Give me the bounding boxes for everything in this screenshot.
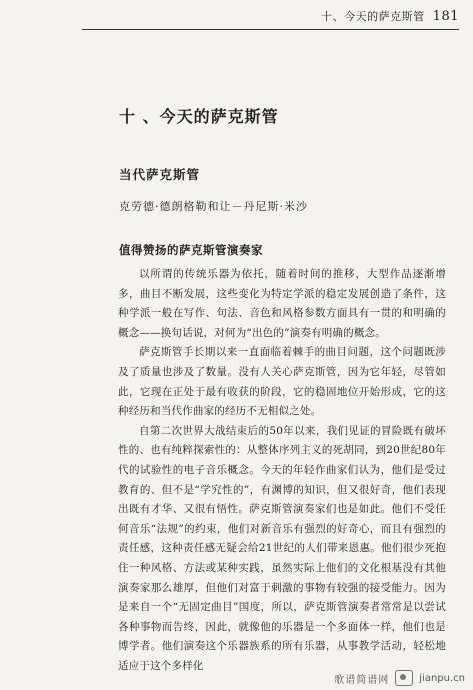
- paragraph: 萨克斯管手长期以来一直面临着棘手的曲目问题，这个问题既涉及了质量也涉及了数量。没有人关心萨克斯管，因为它年轻，尽管如此，它现在正处于最有收获的阶段，它的稳固地位开始形成，它的这种经历和当代作曲家的经历不无相似之处。: [118, 346, 446, 418]
- paragraph: 自第二次世界大战结束后的50年以来，我们见证的冒险既有破坏性的、也有纯粹探索性的：从整体序列主义的死胡同，到20世纪80年代的试验性的电子音乐概念。今天的年轻作曲家们认为，他们是受过教育的、但不是“学究性的”，有渊博的知识，但又很好奇，他们表现出既有才华、又很有悟性。萨克斯管演奏家们也是如此。他们不受任何音乐“法规”的约束，他们对新音乐有强烈的好奇心，而且有强烈的责任感，这种责任感无疑会给21世纪的人们带来恩惠。他们很少死抱住一种风格、方法或某种实践，虽然实际上他们的文化根基没有其他演奏家那么雄厚，但他们对富于刺激的事物有较强的接受能力。因为是来自一个“无固定曲目”国度，所以，萨克斯管演奏者常常是以尝试各种事物而告终，因此，就像他的乐器是一个多面体一样，他们也是博学者。他们演奏这个乐器族系的所有乐器，从事教学活动，轻松地适应于这个多样化: [118, 424, 446, 672]
- watermark-site-name: 歌谱简谱网: [334, 674, 390, 686]
- watermark-logo-icon: [395, 670, 413, 686]
- section-title: 当代萨克斯管: [119, 167, 201, 182]
- paragraph: 以所谓的传统乐器为依托，随着时间的推移，大型作品逐渐增多，曲目不断发展，这些变化为特定学派的稳定发展创造了条件，这种学派一般在写作、句法、音色和风格参数方面具有一贯的和明确的概念——换句话说，对何为“出色的”演奏有明确的概念。: [118, 268, 446, 339]
- running-title: 十、今天的萨克斯管: [321, 10, 425, 23]
- watermark-site-url: jianpu.cn: [419, 672, 465, 684]
- header-rule: [82, 29, 459, 30]
- watermark: [334, 670, 465, 686]
- subsection-title: 值得赞扬的萨克斯管演奏家: [119, 243, 263, 257]
- chapter-title: 十 、今天的萨克斯管: [119, 107, 279, 126]
- body-text: [118, 265, 446, 676]
- author-line: 克劳德·德朗格勒和让－丹尼斯·米沙: [119, 200, 308, 213]
- running-header: [0, 8, 459, 24]
- page-number: 181: [432, 9, 459, 24]
